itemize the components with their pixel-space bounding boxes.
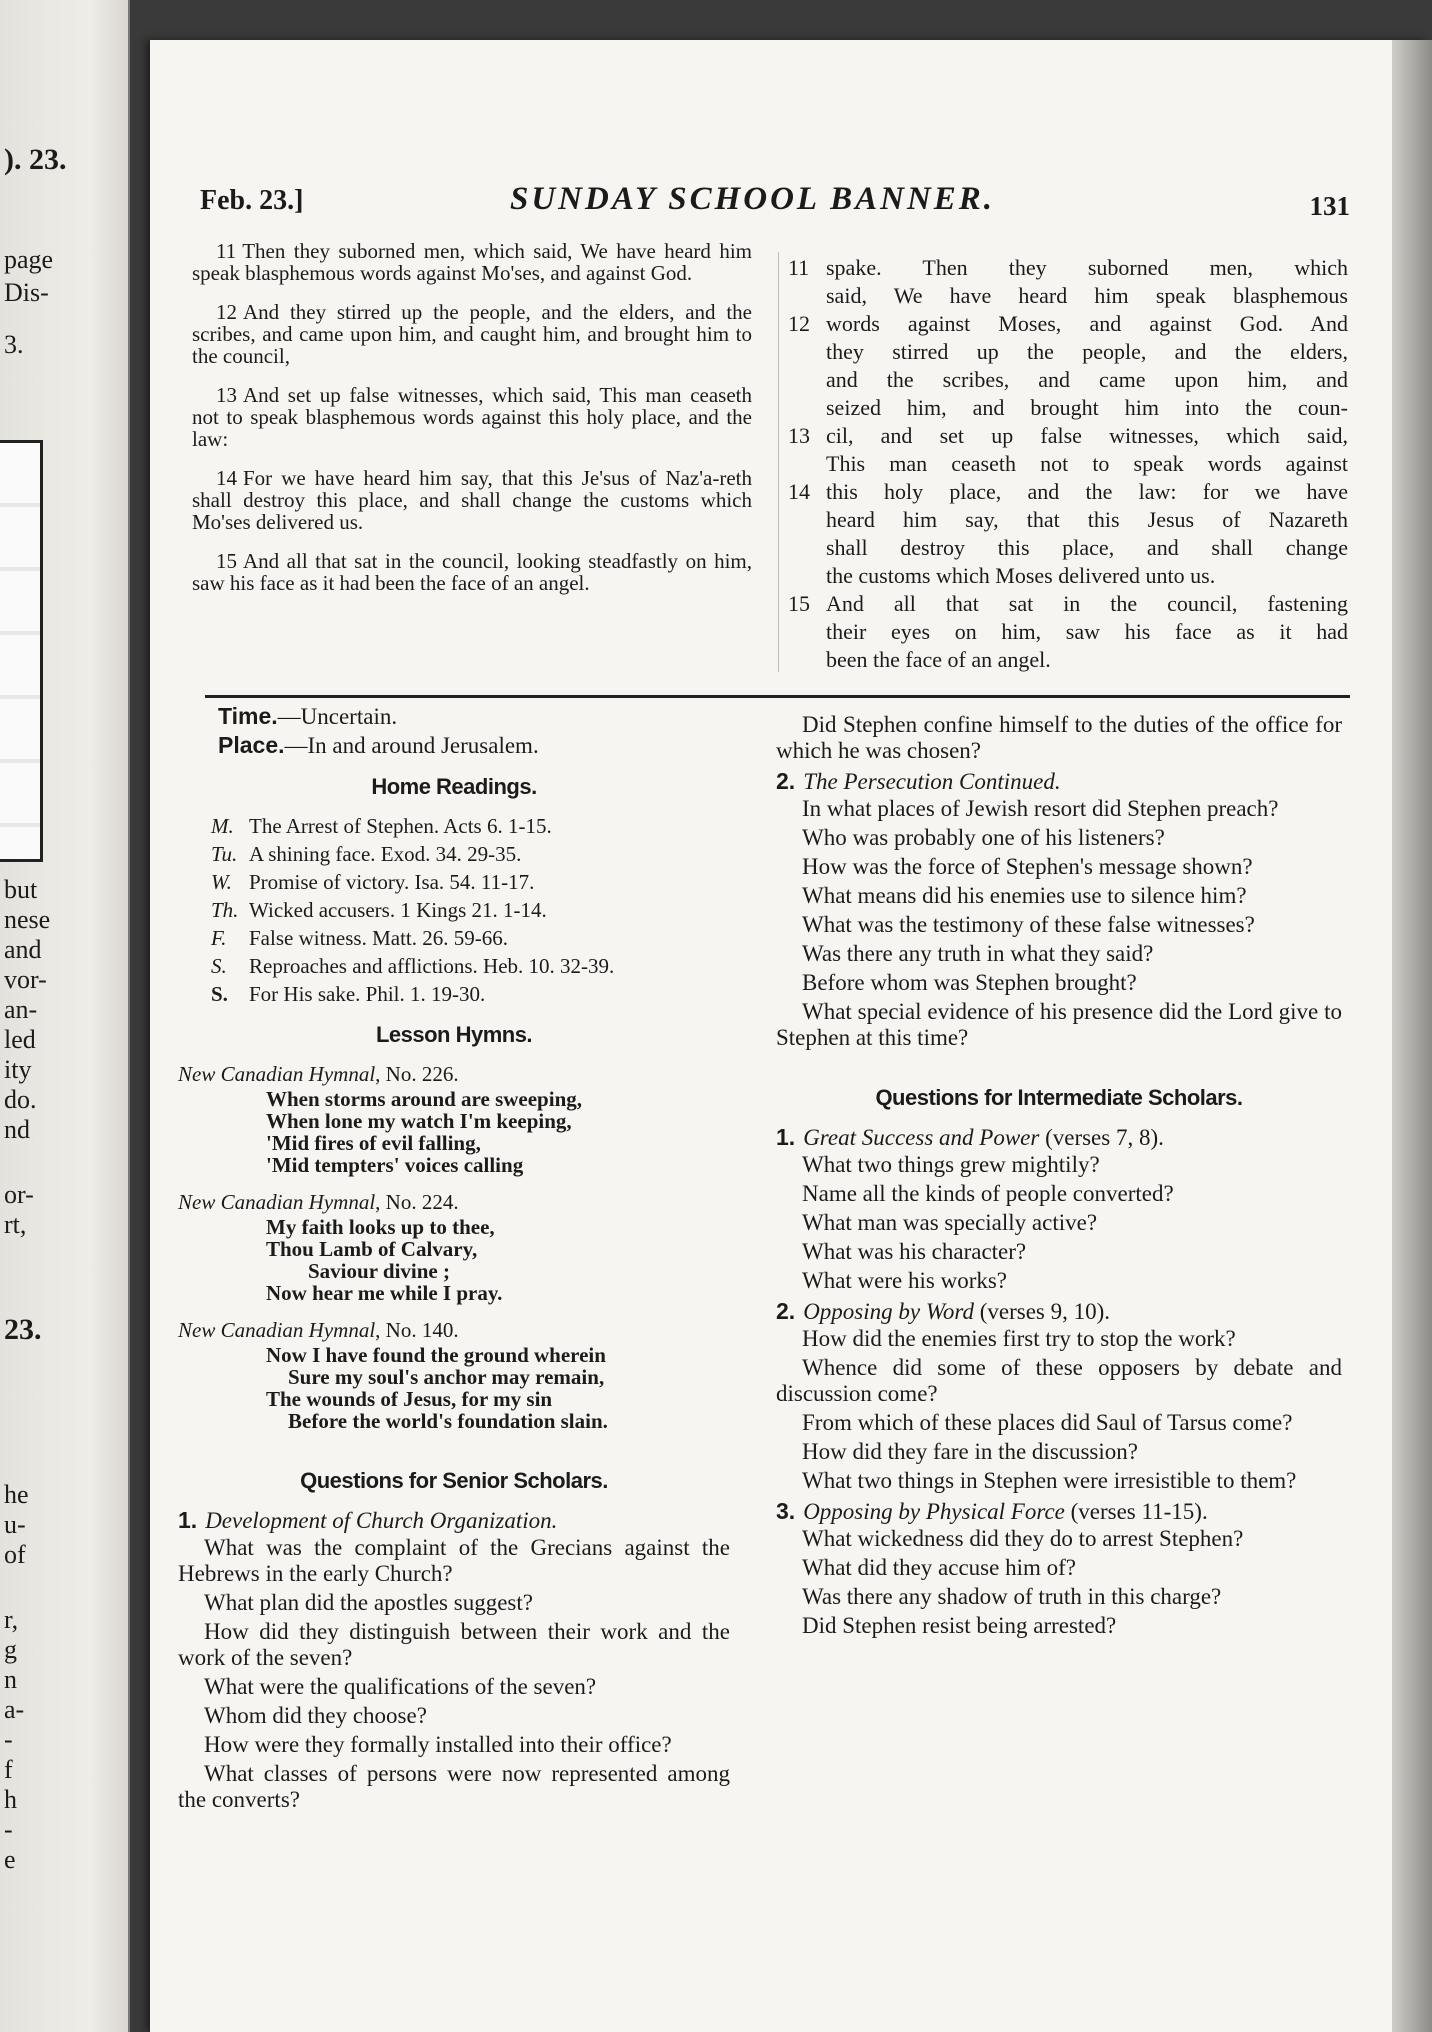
reading-day: Th. — [211, 898, 239, 922]
verse-text: been the face of an angel. — [826, 647, 1051, 672]
left-page-text-fragment: f — [4, 1755, 13, 1784]
question: Before whom was Stephen brought? — [802, 970, 1137, 995]
verse-text: they stirred up the people, and the elders, — [826, 339, 1348, 364]
hymn-line: Thou Lamb of Calvary, — [266, 1237, 478, 1261]
left-page-text-fragment: u- — [4, 1510, 26, 1539]
section-number: 3. — [776, 1498, 796, 1524]
senior-section-1-title — [178, 1506, 730, 1535]
verse-text: heard him say, that this Jesus of Nazareth — [826, 507, 1348, 532]
reading-day: M. — [211, 814, 234, 838]
hymn-title — [178, 1188, 730, 1216]
left-page-text-fragment: g — [4, 1635, 17, 1664]
senior-questions-list — [178, 1535, 730, 1813]
hymn-number: , No. 140. — [375, 1318, 459, 1342]
left-page-text-fragment: Dis- — [4, 278, 49, 307]
revised-verse-line — [788, 562, 1348, 590]
left-page-text-fragment: do. — [4, 1085, 37, 1114]
left-page-text-fragment: of — [4, 1540, 26, 1569]
question: What man was specially active? — [802, 1210, 1098, 1235]
revised-verse-line — [788, 394, 1348, 422]
intermediate-section-2-questions — [776, 1326, 1342, 1494]
verse-text: this holy place, and the law: for we have — [826, 479, 1348, 504]
left-page-text-fragment: h — [4, 1785, 17, 1814]
lesson-hymns-list — [178, 1060, 730, 1432]
revised-verse-line — [788, 646, 1348, 674]
verse-paragraph — [192, 301, 752, 367]
lower-left-column — [178, 702, 730, 1816]
hymn-line: My faith looks up to thee, — [266, 1215, 495, 1239]
question: What was his character? — [802, 1239, 1027, 1264]
place-line — [218, 731, 730, 760]
reading-text: False witness. Matt. 26. 59-66. — [249, 926, 508, 950]
question: Did Stephen confine himself to the duties of the office for which he was chosen? — [776, 712, 1342, 763]
left-page-text-fragment: or- — [4, 1180, 34, 1209]
revised-verse-line — [788, 422, 1348, 450]
verse-paragraph — [192, 384, 752, 450]
lesson-hymns-heading: Lesson Hymns. — [375, 1022, 533, 1047]
reading-text: Promise of victory. Isa. 54. 11-17. — [249, 870, 535, 894]
question: How was the force of Stephen's message shown? — [802, 854, 1253, 879]
question: What means did his enemies use to silence him? — [802, 883, 1247, 908]
hymn-number: , No. 224. — [375, 1190, 459, 1214]
section-number: 1. — [178, 1507, 198, 1533]
hymn-line: 'Mid tempters' voices calling — [266, 1153, 524, 1177]
left-page-illustration-box — [0, 440, 43, 862]
left-page-text-fragment: r, — [4, 1605, 19, 1634]
section-verses: (verses 7, 8). — [1045, 1125, 1164, 1150]
verse-text: And all that sat in the council, looking steadfastly on him, saw his face as it had been the face of an angel. — [192, 549, 752, 595]
intermediate-section-3-title — [776, 1497, 1342, 1526]
verse-number: 11 — [216, 239, 237, 263]
revised-verse-line — [788, 590, 1348, 618]
page-number: 131 — [1309, 191, 1350, 221]
verse-number: 15 — [788, 591, 810, 616]
authorized-version-column — [192, 240, 752, 611]
verse-text: For we have heard him say, that this Je'sus of Naz'a-reth shall destroy this place, and shall change the customs which Mo'ses delivered us. — [192, 466, 752, 534]
section-number: 1. — [776, 1124, 796, 1150]
left-page-text-fragment: e — [4, 1845, 16, 1874]
hymn-line: Now I have found the ground wherein — [266, 1343, 606, 1367]
revised-verse-line — [788, 618, 1348, 646]
section-rule — [205, 695, 1350, 698]
section-verses: (verses 9, 10). — [979, 1299, 1111, 1324]
hymn-line: Sure my soul's anchor may remain, — [288, 1365, 605, 1389]
question: Who was probably one of his listeners? — [802, 825, 1165, 850]
verse-text: seized him, and brought him into the coun- — [826, 395, 1348, 420]
revised-verse-line — [788, 254, 1348, 282]
verse-text: their eyes on him, saw his face as it had — [826, 619, 1348, 644]
question: Was there any truth in what they said? — [802, 941, 1154, 966]
intermediate-section-1-questions — [776, 1152, 1342, 1294]
hymn-title — [178, 1060, 730, 1088]
verse-text: shall destroy this place, and shall change — [826, 535, 1348, 560]
left-page-text-fragment: an- — [4, 995, 38, 1024]
question: How did the enemies first try to stop the work? — [802, 1326, 1236, 1351]
reading-text: For His sake. Phil. 1. 19-30. — [249, 982, 486, 1006]
revised-verse-line — [788, 338, 1348, 366]
section-title: Great Success and Power — [803, 1125, 1040, 1150]
section-title: Opposing by Word — [803, 1299, 974, 1324]
question: What wickedness did they do to arrest Stephen? — [802, 1526, 1244, 1551]
verse-text: and the scribes, and came upon him, and — [826, 367, 1348, 392]
question: How were they formally installed into their office? — [204, 1732, 672, 1757]
hymn-book: New Canadian Hymnal — [178, 1062, 376, 1086]
left-page-strip — [0, 0, 130, 2032]
left-page-text-fragment: a- — [4, 1695, 25, 1724]
reading-text: Reproaches and afflictions. Heb. 10. 32-39. — [249, 954, 615, 978]
left-page-text-fragment: but — [4, 875, 38, 904]
question: Whom did they choose? — [204, 1703, 427, 1728]
left-page-text-fragment: n — [4, 1665, 17, 1694]
reading-day: Tu. — [211, 842, 238, 866]
verse-paragraph — [192, 550, 752, 594]
verse-text: spake. Then they suborned men, which — [826, 255, 1348, 280]
reading-item — [178, 952, 730, 980]
senior-questions-heading: Questions for Senior Scholars. — [300, 1468, 608, 1493]
left-page-text-fragment: 3. — [4, 330, 24, 359]
senior-questions-continued — [776, 796, 1342, 1051]
question: What was the testimony of these false witnesses? — [802, 912, 1255, 937]
reading-item — [178, 980, 730, 1008]
reading-item — [178, 924, 730, 952]
verse-text: And set up false witnesses, which said, This man ceaseth not to speak blasphemous words against this holy place, and the law: — [192, 383, 752, 451]
time-label: Time. — [218, 703, 278, 729]
place-value: —In and around Jerusalem. — [284, 733, 539, 758]
revised-verse-line — [788, 366, 1348, 394]
reading-item — [178, 840, 730, 868]
question: Did Stephen resist being arrested? — [802, 1613, 1117, 1638]
header-title: SUNDAY SCHOOL BANNER. — [510, 181, 996, 217]
hymn-number: , No. 226. — [375, 1062, 459, 1086]
question: What were the qualifications of the seven? — [204, 1674, 597, 1699]
left-page-text-fragment: nd — [4, 1115, 30, 1144]
section-title: Development of Church Organization. — [205, 1508, 558, 1533]
verse-number: 12 — [216, 300, 237, 324]
home-readings-list — [178, 812, 730, 1008]
left-page-text-fragment: - — [4, 1815, 13, 1844]
revised-verse-line — [788, 478, 1348, 506]
hymn-book: New Canadian Hymnal — [178, 1318, 376, 1342]
verse-number: 15 — [216, 549, 237, 573]
page-edge — [1392, 40, 1432, 2032]
section-verses: (verses 11-15). — [1070, 1499, 1208, 1524]
reading-item — [178, 896, 730, 924]
intermediate-questions-heading: Questions for Intermediate Scholars. — [875, 1085, 1243, 1110]
time-line — [218, 702, 730, 731]
verse-number: 11 — [788, 255, 810, 280]
verse-number: 14 — [788, 479, 810, 504]
question: What were his works? — [802, 1268, 1008, 1293]
revised-verse-line — [788, 450, 1348, 478]
header-date: Feb. 23.] — [200, 185, 304, 216]
reading-text: A shining face. Exod. 34. 29-35. — [249, 842, 522, 866]
left-page-text-fragment: and — [4, 935, 42, 964]
left-page-text-fragment: ). 23. — [4, 143, 67, 176]
hymn-book: New Canadian Hymnal — [178, 1190, 376, 1214]
hymn-line: When storms around are sweeping, — [266, 1087, 582, 1111]
hymn-line: When lone my watch I'm keeping, — [266, 1109, 572, 1133]
section-number: 2. — [776, 1298, 796, 1324]
left-page-text-fragment: 23. — [4, 1313, 42, 1346]
hymn-line: 'Mid fires of evil falling, — [266, 1131, 481, 1155]
reading-text: Wicked accusers. 1 Kings 21. 1-14. — [249, 898, 547, 922]
reading-day: W. — [211, 870, 232, 894]
verse-paragraph — [192, 467, 752, 533]
column-divider — [778, 252, 779, 672]
question: In what places of Jewish resort did Stephen preach? — [802, 796, 1279, 821]
question: What was the complaint of the Grecians against the Hebrews in the early Church? — [178, 1535, 730, 1586]
section-title: The Persecution Continued. — [803, 769, 1061, 794]
reading-item — [178, 868, 730, 896]
section-number: 2. — [776, 768, 796, 794]
question: What two things in Stephen were irresistible to them? — [802, 1468, 1297, 1493]
question: What did they accuse him of? — [802, 1555, 1076, 1580]
reading-item — [178, 812, 730, 840]
question: From which of these places did Saul of Tarsus come? — [802, 1410, 1293, 1435]
question: How did they distinguish between their work and the work of the seven? — [178, 1619, 730, 1670]
left-page-text-fragment: led — [4, 1025, 36, 1054]
left-page-text-fragment: he — [4, 1480, 29, 1509]
reading-day: F. — [211, 926, 227, 950]
revised-verse-line — [788, 310, 1348, 338]
reading-text: The Arrest of Stephen. Acts 6. 1-15. — [249, 814, 552, 838]
question: How did they fare in the discussion? — [802, 1439, 1138, 1464]
verse-text: the customs which Moses delivered unto us. — [826, 563, 1216, 588]
left-page-text-fragment: ity — [4, 1055, 32, 1084]
verse-number: 14 — [216, 466, 237, 490]
lower-right-column — [776, 712, 1342, 1642]
time-value: —Uncertain. — [277, 704, 398, 729]
place-label: Place. — [218, 732, 285, 758]
left-page-text-fragment: - — [4, 1725, 13, 1754]
reading-day: S. — [211, 982, 228, 1006]
intermediate-section-3-questions — [776, 1526, 1342, 1639]
question: Was there any shadow of truth in this charge? — [802, 1584, 1222, 1609]
home-readings-heading: Home Readings. — [371, 774, 537, 799]
left-page-text-fragment: rt, — [4, 1210, 27, 1239]
left-page-text-fragment: page — [4, 245, 54, 274]
intermediate-section-1-title — [776, 1123, 1342, 1152]
verse-number: 13 — [216, 383, 237, 407]
hymn-line: Saviour divine ; — [308, 1259, 450, 1283]
revised-verse-line — [788, 534, 1348, 562]
verse-text: cil, and set up false witnesses, which said, — [826, 423, 1348, 448]
verse-number: 13 — [788, 423, 810, 448]
verse-text: This man ceaseth not to speak words against — [826, 451, 1348, 476]
hymn-line: The wounds of Jesus, for my sin — [266, 1387, 553, 1411]
running-header — [200, 181, 1350, 225]
question: Name all the kinds of people converted? — [802, 1181, 1174, 1206]
verse-number: 12 — [788, 311, 810, 336]
revised-verse-line — [788, 282, 1348, 310]
revised-version-column — [788, 254, 1348, 674]
hymn-line: Now hear me while I pray. — [266, 1281, 503, 1305]
hymn-line: Before the world's foundation slain. — [288, 1409, 608, 1433]
revised-verse-line — [788, 506, 1348, 534]
left-page-text-fragment: vor- — [4, 965, 47, 994]
question: What two things grew mightily? — [802, 1152, 1100, 1177]
verse-text: words against Moses, and against God. And — [826, 311, 1348, 336]
verse-paragraph — [192, 240, 752, 284]
question: Whence did some of these opposers by debate and discussion come? — [776, 1355, 1342, 1406]
section-title: Opposing by Physical Force — [803, 1499, 1065, 1524]
question: What plan did the apostles suggest? — [204, 1590, 533, 1615]
verse-text: said, We have heard him speak blasphemous — [826, 283, 1348, 308]
left-page-text-fragment: nese — [4, 905, 51, 934]
question: What special evidence of his presence did the Lord give to Stephen at this time? — [776, 999, 1342, 1050]
verse-text: And all that sat in the council, fastening — [826, 591, 1348, 616]
verse-text: Then they suborned men, which said, We have heard him speak blasphemous words against Mo'ses, and against God. — [192, 239, 752, 285]
verse-text: And they stirred up the people, and the elders, and the scribes, and came upon him, and caught him, and brought him to the council, — [192, 300, 752, 368]
reading-day: S. — [211, 954, 227, 978]
hymn-title — [178, 1316, 730, 1344]
senior-section-2-title — [776, 767, 1342, 796]
question: What classes of persons were now represented among the converts? — [178, 1761, 730, 1812]
intermediate-section-2-title — [776, 1297, 1342, 1326]
